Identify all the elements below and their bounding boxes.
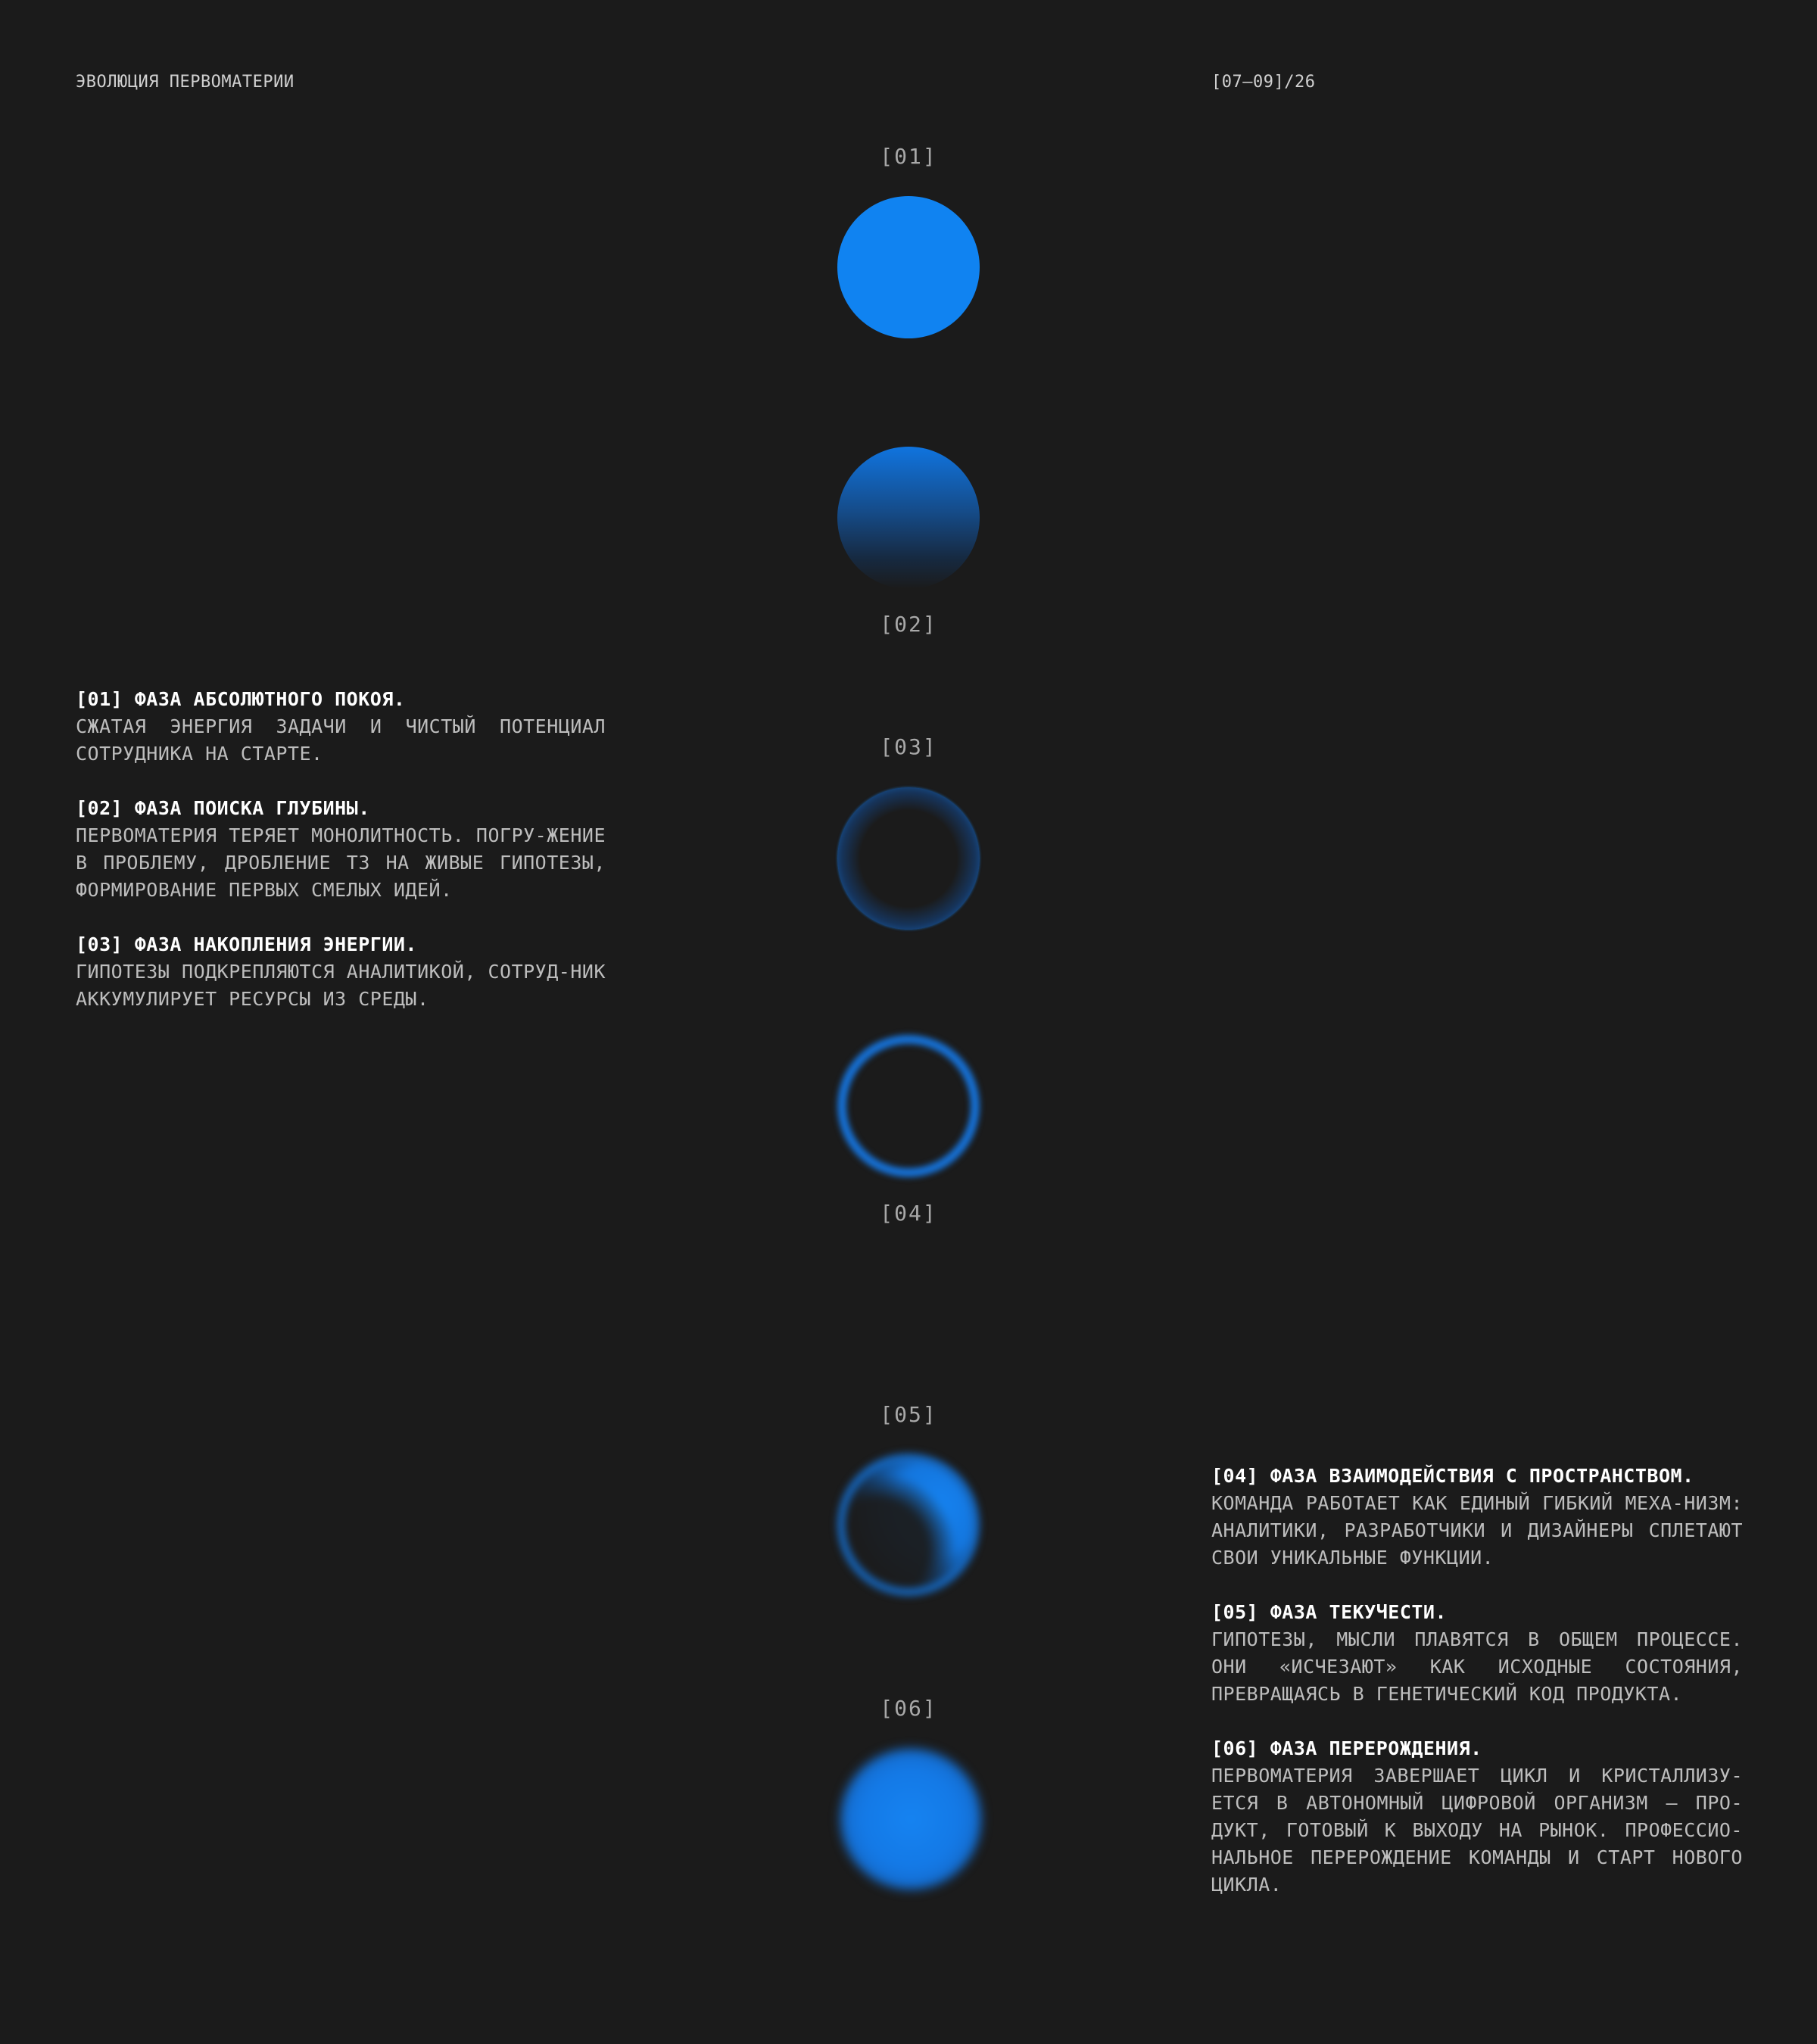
orb-phase-03 (837, 787, 980, 930)
phase-description-03 (76, 931, 606, 1013)
phase-title-02: [02] ФАЗА ПОИСКА ГЛУБИНЫ. (76, 797, 370, 819)
phase-descriptions-left (76, 686, 606, 1040)
phase-label-02: [02] (880, 612, 937, 637)
phase-description-01 (76, 686, 606, 768)
orb-phase-05 (837, 1454, 980, 1596)
date-range: [07–09]/26 (1211, 73, 1316, 92)
phase-label-01: [01] (880, 144, 937, 169)
orb-phase-02 (837, 447, 980, 589)
phase-title-01: [01] ФАЗА АБСОЛЮТНОГО ПОКОЯ. (76, 688, 406, 710)
phase-label-03: [03] (880, 734, 937, 759)
phase-title-04: [04] ФАЗА ВЗАИМОДЕЙСТВИЯ С ПРОСТРАНСТВОМ. (1211, 1465, 1694, 1487)
orb-phase-04 (837, 1035, 980, 1177)
phase-title-06: [06] ФАЗА ПЕРЕРОЖДЕНИЯ. (1211, 1737, 1482, 1759)
phase-label-06: [06] (880, 1696, 937, 1721)
phase-label-04: [04] (880, 1201, 937, 1226)
phase-body-02: ПЕРВОМАТЕРИЯ ТЕРЯЕТ МОНОЛИТНОСТЬ. ПОГРУ-ЖЕНИЕ В ПРОБЛЕМУ, ДРОБЛЕНИЕ ТЗ НА ЖИВЫЕ ГИПОТЕЗЫ, ФОРМИРОВАНИЕ ПЕРВЫХ СМЕЛЫХ ИДЕЙ. (76, 824, 606, 901)
phase-description-05 (1211, 1599, 1743, 1708)
orb-phase-01 (837, 196, 980, 338)
phase-title-03: [03] ФАЗА НАКОПЛЕНИЯ ЭНЕРГИИ. (76, 933, 417, 955)
orb-phase-06 (840, 1749, 981, 1890)
phase-body-04: КОМАНДА РАБОТАЕТ КАК ЕДИНЫЙ ГИБКИЙ МЕХА-НИЗМ: АНАЛИТИКИ, РАЗРАБОТЧИКИ И ДИЗАЙНЕРЫ СПЛЕТАЮТ СВОИ УНИКАЛЬНЫЕ ФУНКЦИИ. (1211, 1492, 1743, 1569)
phase-description-06 (1211, 1735, 1743, 1899)
phase-label-05: [05] (880, 1402, 937, 1427)
phase-descriptions-right (1211, 1463, 1743, 1926)
phase-body-05: ГИПОТЕЗЫ, МЫСЛИ ПЛАВЯТСЯ В ОБЩЕМ ПРОЦЕССЕ. ОНИ «ИСЧЕЗАЮТ» КАК ИСХОДНЫЕ СОСТОЯНИЯ, ПРЕВРАЩАЯСЬ В ГЕНЕТИЧЕСКИЙ КОД ПРОДУКТА. (1211, 1628, 1743, 1705)
phase-body-03: ГИПОТЕЗЫ ПОДКРЕПЛЯЮТСЯ АНАЛИТИКОЙ, СОТРУД-НИК АККУМУЛИРУЕТ РЕСУРСЫ ИЗ СРЕДЫ. (76, 961, 606, 1010)
phase-body-01: СЖАТАЯ ЭНЕРГИЯ ЗАДАЧИ И ЧИСТЫЙ ПОТЕНЦИАЛ СОТРУДНИКА НА СТАРТЕ. (76, 715, 606, 765)
phase-description-04 (1211, 1463, 1743, 1572)
phase-title-05: [05] ФАЗА ТЕКУЧЕСТИ. (1211, 1601, 1448, 1623)
phase-body-06: ПЕРВОМАТЕРИЯ ЗАВЕРШАЕТ ЦИКЛ И КРИСТАЛЛИЗУ-ЕТСЯ В АВТОНОМНЫЙ ЦИФРОВОЙ ОРГАНИЗМ — ПРО-ДУКТ, ГОТОВЫЙ К ВЫХОДУ НА РЫНОК. ПРОФЕССИО-НАЛЬНОЕ ПЕРЕРОЖДЕНИЕ КОМАНДЫ И СТАРТ НОВОГО ЦИКЛА. (1211, 1765, 1743, 1896)
page-title: ЭВОЛЮЦИЯ ПЕРВОМАТЕРИИ (76, 73, 295, 92)
phase-description-02 (76, 795, 606, 904)
